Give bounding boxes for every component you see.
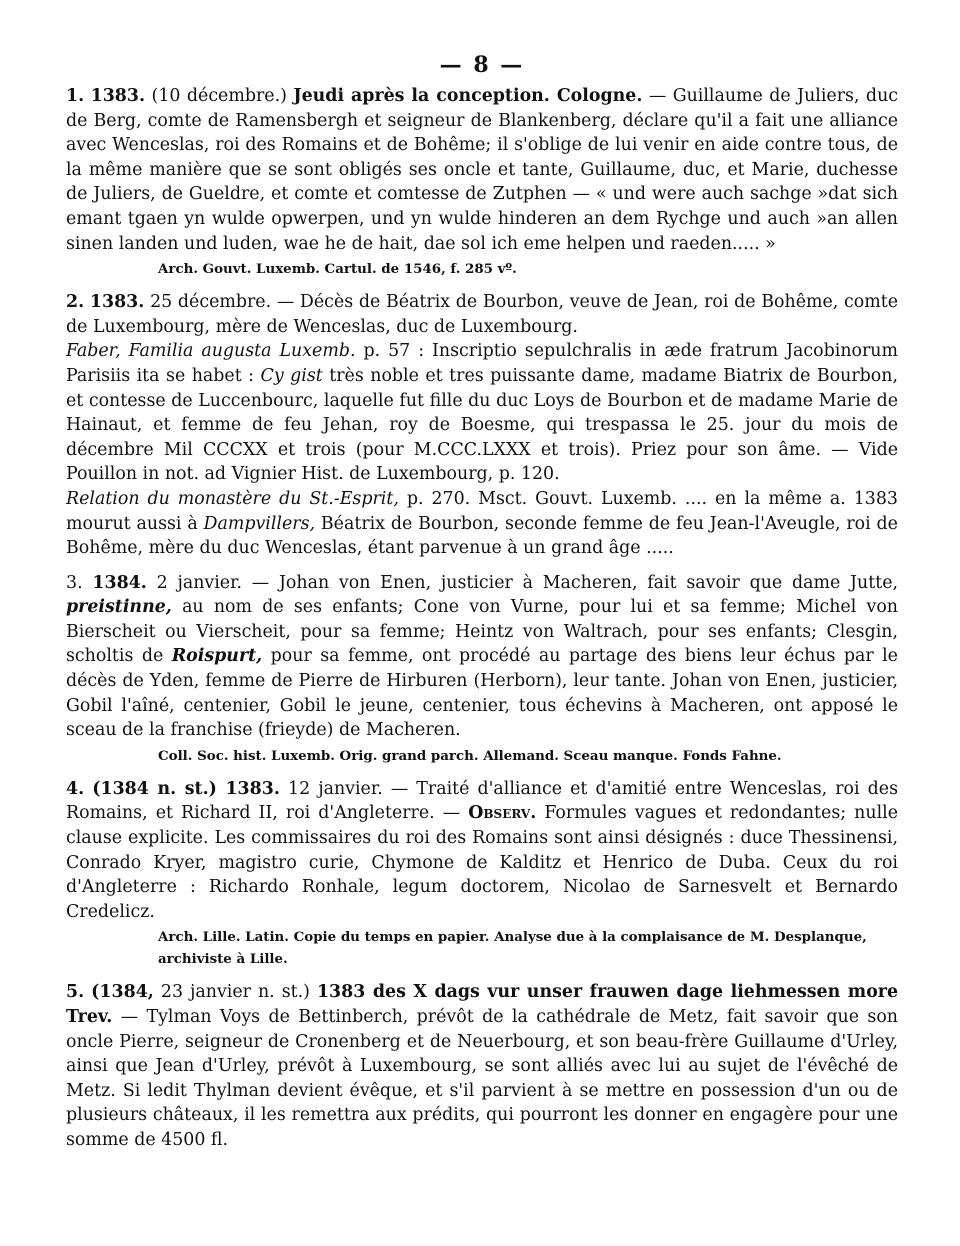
- citation-text: p. 57 : Inscriptio sepulchralis in æde fratrum Jacobinorum Parisiis ita se habet :: [66, 341, 898, 386]
- entry-5-body: [66, 980, 898, 1152]
- entry-text: — Guillaume de Juliers, duc de Berg, comte de Ramensbergh et seigneur de Blankenberg, déclare qu'il a fait une alliance avec Wenceslas, roi des Romains et de Bohême; il s'oblige de lui venir en aide contre tous, de la même manière que se sont obligés ses oncle et tante, Guillaume, duc, et Marie, duchesse de Juliers, de Gueldre, et comte et comtesse de Zutphen — « und were auch sachge »dat sich emant tgaen yn wulde opwerpen, und yn wulde hinderen an dem Rychge und auch »an allen sinen landen und luden, wae he de hait, dae sol ich eme helpen und raeden..... »: [66, 86, 899, 254]
- entry-number: 5.: [66, 982, 85, 1003]
- entry-source: Arch. Gouvt. Luxemb. Cartul. de 1546, f. 285 vº.: [158, 261, 517, 278]
- page-number: — 8 —: [439, 52, 525, 78]
- entry-number: 4.: [66, 778, 85, 799]
- entry-number: 3.: [66, 572, 83, 593]
- entry-4-body: [66, 777, 898, 925]
- citation-italic: Cy gist: [260, 365, 323, 386]
- citation-text: p. 270. Msct. Gouvt. Luxemb. .... en la même a. 1383 mourut aussi à: [66, 488, 898, 534]
- entry-text: 2 janvier. — Johan von Enen, justicier à Macheren, fait savoir que dame Jutte,: [156, 572, 899, 593]
- entry-text: 25 décembre. — Décès de Béatrix de Bourbon, veuve de Jean, roi de Bohême, comte de Luxembourg, mère de Wenceslas, duc de Luxembourg.: [66, 292, 899, 337]
- entry-italic: preistinne,: [66, 597, 172, 618]
- entry-2-note-faber: [66, 339, 898, 487]
- citation-text: Béatrix de Bourbon, seconde femme de feu Jean-l'Aveugle, roi de Bohême, mère du duc Wenceslas, étant parvenue à un grand âge .....: [66, 513, 898, 559]
- entry-text: au nom de ses enfants; Cone von Vurne, pour lui et sa femme; Michel von Bierscheit ou Vierscheit, pour sa femme; Heintz von Waltrach, pour ses enfants; Clesgin, scholtis de: [66, 597, 898, 667]
- citation-title: Relation du monastère du St.-Esprit,: [66, 488, 399, 509]
- citation-italic: Dampvillers,: [203, 513, 316, 534]
- entry-2-note-relation: [66, 487, 898, 561]
- entry-date: (10 décembre.): [151, 86, 287, 106]
- citation-title: Faber, Familia augusta Luxemb.: [66, 341, 356, 362]
- entry-text: pour sa femme, ont procédé au partage des biens leur échus par le décès de Yden, femme de Pierre de Hirburen (Herborn), leur tante. Johan von Enen, justicier, Gobil l'aîné, centenier, Gobil le jeune, centenier, tous échevins à Macheren, ont apposé le sceau de la franchise (frieyde) de Macheren.: [66, 646, 898, 741]
- entry-2-body: [66, 290, 898, 339]
- entry-smallcaps: Observ.: [468, 803, 537, 824]
- entry-date: 23 janvier n. st.): [160, 982, 310, 1003]
- entry-source: Arch. Lille. Latin. Copie du temps en papier. Analyse due à la complaisance de M. Desplanque, archiviste à Lille.: [158, 929, 867, 968]
- entry-text: Formules vagues et redondantes; nulle clause explicite. Les commissaires du roi des Romains sont ainsi désignés : duce Thessinensi, Conrado Kryer, magistro curie, Chymone de Kalditz et Henrico de Duba. Ceux du roi d'Angleterre : Richardo Ronhale, legum doctorem, Nicolao de Sarnesvelt et Bernardo Credelicz.: [66, 803, 898, 922]
- entry-1: [66, 84, 898, 280]
- entry-year: (1384,: [91, 982, 154, 1003]
- entry-3: [66, 571, 898, 767]
- entry-3-body: [66, 571, 898, 743]
- entry-number: 2.: [66, 292, 85, 313]
- entry-text: — Tylman Voys de Bettinberch, prévôt de la cathédrale de Metz, fait savoir que son oncle Pierre, seigneur de Cronenberg et de Neuerbourg, et son beau-frère Guillaume d'Urley, ainsi que Jean d'Urley, prévôt à Luxembourg, se sont alliés avec lui au sujet de l'évêché de Metz. Si ledit Thylman devient évêque, et s'il parvient à se mettre en possession d'un ou de plusieurs châteaux, il les remettra aux prédits, qui pourront les donner en engagère pour une somme de 4500 fl.: [66, 1007, 898, 1150]
- entry-heading: 1383 des X dags vur unser frauwen dage liehmessen more Trev.: [66, 982, 899, 1027]
- entry-heading: Jeudi après la conception. Cologne.: [293, 86, 643, 106]
- entry-year: 1383.: [90, 86, 146, 106]
- entry-year: (1384 n. st.) 1383.: [92, 778, 280, 799]
- entry-1-body: [66, 84, 898, 256]
- entry-source: Coll. Soc. hist. Luxemb. Orig. grand parch. Allemand. Sceau manque. Fonds Fahne.: [158, 747, 782, 764]
- entry-text: 12 janvier. — Traité d'alliance et d'amitié entre Wenceslas, roi des Romains, et Richard II, roi d'Angleterre. —: [66, 778, 898, 824]
- entry-2: [66, 290, 898, 561]
- entry-5: [66, 980, 898, 1152]
- entry-4: [66, 777, 898, 971]
- entry-year: 1383.: [89, 292, 145, 313]
- entry-year: 1384.: [92, 572, 147, 593]
- citation-text: très noble et tres puissante dame, madame Biatrix de Bourbon, et contesse de Luccenbourc, laquelle fut fille du duc Loys de Bourbon et de madame Marie de Hainaut, et femme de feu Jehan, roy de Boesme, qui trespassa le 25. jour du mois de décembre Mil CCCXX et trois (pour M.CCC.LXXX et trois). Priez pour son âme. — Vide Pouillon in not. ad Vignier Hist. de Luxembourg, p. 120.: [66, 365, 898, 485]
- entry-number: 1.: [66, 86, 85, 106]
- entry-italic: Roispurt,: [171, 646, 263, 667]
